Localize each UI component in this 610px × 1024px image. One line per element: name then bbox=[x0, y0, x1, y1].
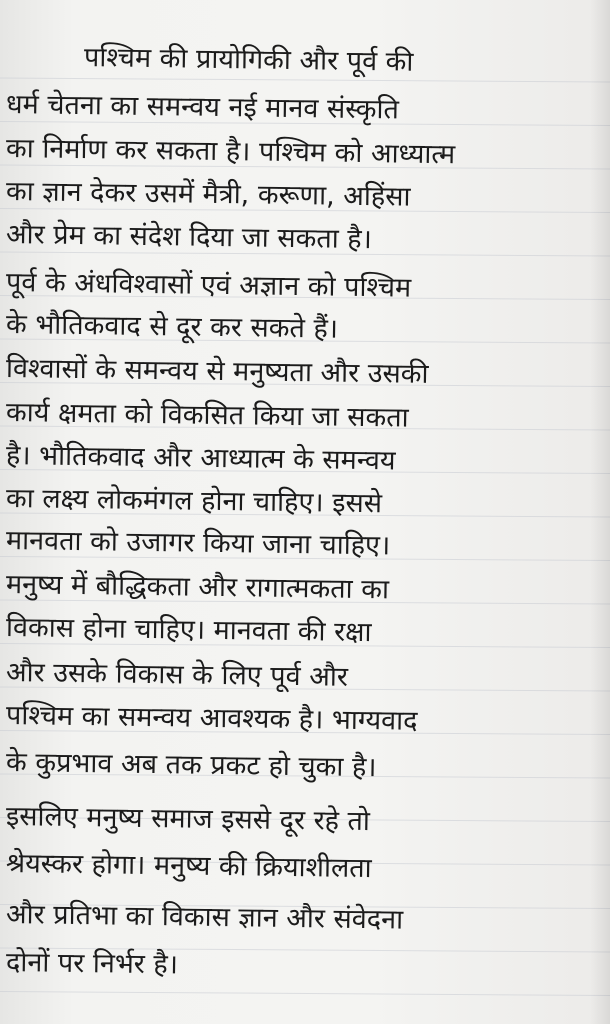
handwritten-line: और उसके विकास के लिए पूर्व और bbox=[5, 657, 349, 693]
handwritten-line: विकास होना चाहिए। मानवता की रक्षा bbox=[5, 612, 372, 649]
handwritten-line: का लक्ष्य लोकमंगल होना चाहिए। इससे bbox=[5, 483, 383, 520]
handwritten-line: पूर्व के अंधविश्वासों एवं अज्ञान को पश्चिम bbox=[5, 267, 412, 304]
handwritten-line: और प्रतिभा का विकास ज्ञान और संवेदना bbox=[5, 899, 404, 936]
handwritten-line: पश्चिम की प्रायोगिकी और पूर्व की bbox=[83, 42, 414, 78]
handwritten-line: और प्रेम का संदेश दिया जा सकता है। bbox=[5, 219, 373, 256]
handwritten-line: के कुप्रभाव अब तक प्रकट हो चुका है। bbox=[5, 747, 377, 784]
page-edge-shadow bbox=[590, 0, 610, 1024]
handwritten-line: का निर्माण कर सकता है। पश्चिम को आध्यात्म bbox=[5, 133, 456, 171]
handwritten-line: विश्वासों के समन्वय से मनुष्यता और उसकी bbox=[5, 353, 429, 390]
handwritten-line: दोनों पर निर्भर है। bbox=[5, 947, 179, 981]
handwritten-line: है। भौतिकवाद और आध्यात्म के समन्वय bbox=[5, 440, 396, 477]
handwritten-line: कार्य क्षमता को विकसित किया जा सकता bbox=[5, 397, 409, 434]
handwritten-line: का ज्ञान देकर उसमें मैत्री, करूणा, अहिंसा bbox=[5, 176, 411, 213]
handwritten-line: के भौतिकवाद से दूर कर सकते हैं। bbox=[5, 309, 339, 345]
handwritten-line: मनुष्य में बौद्धिकता और रागात्मकता का bbox=[5, 569, 390, 606]
handwritten-line: इसलिए मनुष्य समाज इससे दूर रहे तो bbox=[5, 801, 371, 838]
handwritten-line: श्रेयस्कर होगा। मनुष्य की क्रियाशीलता bbox=[5, 848, 372, 885]
handwritten-line: मानवता को उजागर किया जाना चाहिए। bbox=[5, 525, 391, 562]
handwritten-line: पश्चिम का समन्वय आवश्यक है। भाग्यवाद bbox=[5, 700, 418, 737]
handwritten-line: धर्म चेतना का समन्वय नई मानव संस्कृति bbox=[5, 89, 400, 126]
